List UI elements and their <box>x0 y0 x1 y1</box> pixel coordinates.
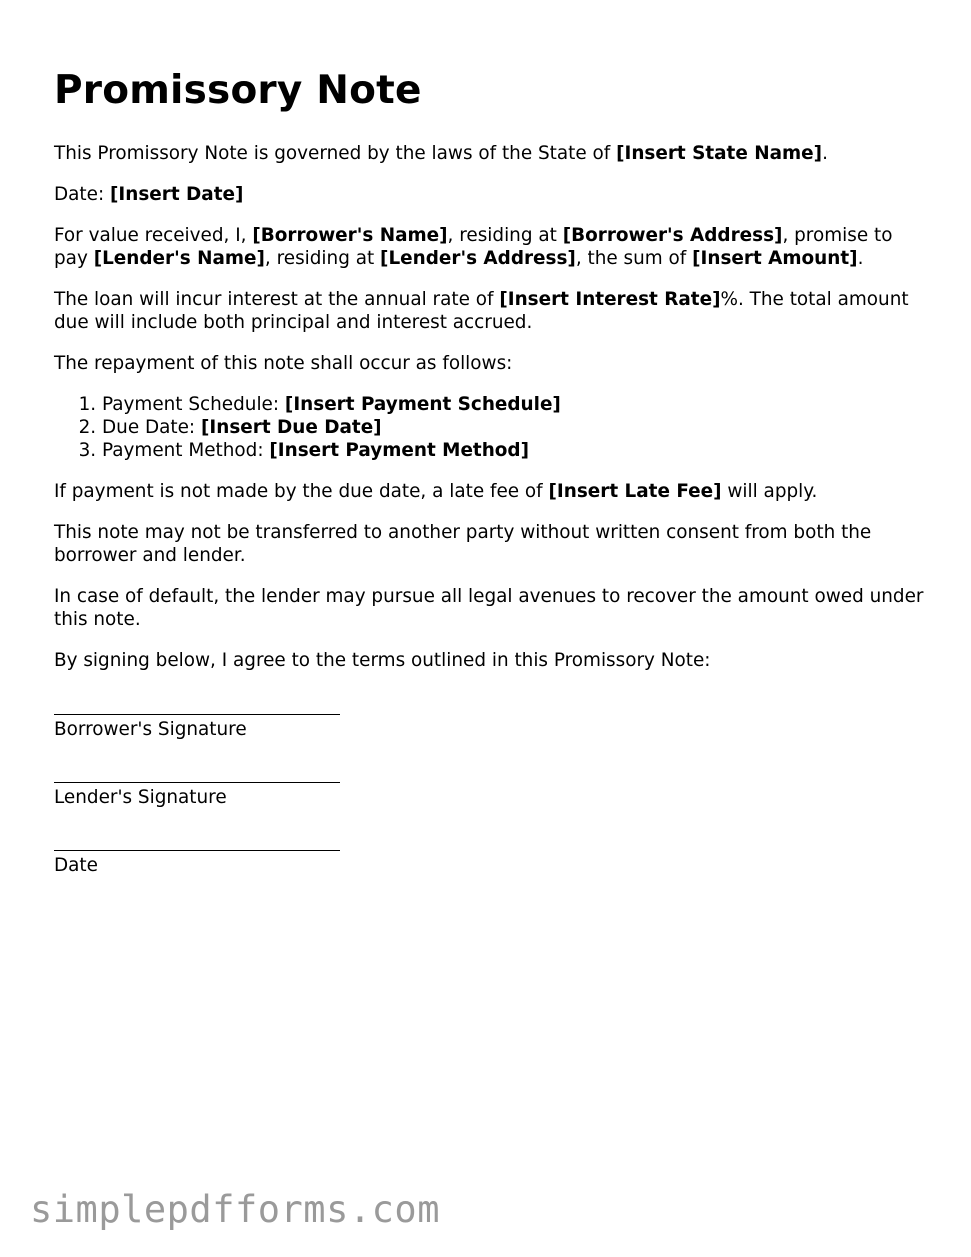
date-placeholder: [Insert Date] <box>110 184 244 205</box>
promise-text-4: , residing at <box>264 248 381 269</box>
payment-schedule-placeholder: [Insert Payment Schedule] <box>284 394 561 415</box>
lender-signature <box>54 768 354 809</box>
lender-signature-label: Lender's Signature <box>54 787 227 808</box>
borrower-signature-line[interactable] <box>54 700 340 715</box>
interest-text-1: The loan will incur interest at the annual rate of <box>54 289 500 310</box>
default-paragraph: In case of default, the lender may pursue all legal avenues to recover the amount owed under this note. <box>54 586 924 630</box>
governing-end: . <box>822 143 828 164</box>
repayment-item-label: Due Date: <box>102 417 201 438</box>
signature-block <box>54 700 354 877</box>
amount-placeholder: [Insert Amount] <box>692 248 858 269</box>
promise-paragraph <box>54 224 924 270</box>
late-fee-placeholder: [Insert Late Fee] <box>548 481 722 502</box>
borrower-signature <box>54 700 354 741</box>
agreement-paragraph: By signing below, I agree to the terms outlined in this Promissory Note: <box>54 650 711 671</box>
signature-date <box>54 836 354 877</box>
repayment-list <box>54 393 924 462</box>
borrower-address-placeholder: [Borrower's Address] <box>562 225 783 246</box>
repayment-item-label: Payment Method: <box>102 440 270 461</box>
promise-text-3: , promise to pay <box>54 225 893 269</box>
list-item <box>102 416 924 439</box>
due-date-placeholder: [Insert Due Date] <box>200 417 382 438</box>
governing-law-paragraph <box>54 142 924 165</box>
payment-method-placeholder: [Insert Payment Method] <box>269 440 529 461</box>
governing-text: This Promissory Note is governed by the laws of the State of <box>54 143 617 164</box>
repayment-item-label: Payment Schedule: <box>102 394 285 415</box>
list-item <box>102 439 924 462</box>
interest-rate-placeholder: [Insert Interest Rate] <box>499 289 721 310</box>
promise-text-6: . <box>857 248 864 269</box>
signature-date-line[interactable] <box>54 836 340 851</box>
interest-paragraph <box>54 288 924 334</box>
signature-date-label: Date <box>54 855 98 876</box>
lender-address-placeholder: [Lender's Address] <box>380 248 576 269</box>
borrower-name-placeholder: [Borrower's Name] <box>252 225 448 246</box>
date-label: Date: <box>54 184 110 205</box>
promise-text-5: , the sum of <box>575 248 693 269</box>
late-fee-text-2: will apply. <box>721 481 818 502</box>
late-fee-paragraph <box>54 480 924 503</box>
page-title: Promissory Note <box>54 68 422 113</box>
list-item <box>102 393 924 416</box>
repayment-intro: The repayment of this note shall occur as follows: <box>54 353 513 374</box>
lender-name-placeholder: [Lender's Name] <box>93 248 265 269</box>
lender-signature-line[interactable] <box>54 768 340 783</box>
state-placeholder: [Insert State Name] <box>616 143 823 164</box>
promise-text-2: , residing at <box>447 225 563 246</box>
transfer-paragraph: This note may not be transferred to another party without written consent from both the borrower and lender. <box>54 522 872 566</box>
document-page <box>54 62 924 904</box>
late-fee-text-1: If payment is not made by the due date, a late fee of <box>54 481 549 502</box>
date-paragraph <box>54 183 924 206</box>
borrower-signature-label: Borrower's Signature <box>54 719 247 740</box>
promise-text-1: For value received, I, <box>54 225 253 246</box>
interest-text-2: %. The total amount due will include both principal and interest accrued. <box>54 289 909 333</box>
watermark: simplepdfforms.com <box>30 1188 440 1231</box>
